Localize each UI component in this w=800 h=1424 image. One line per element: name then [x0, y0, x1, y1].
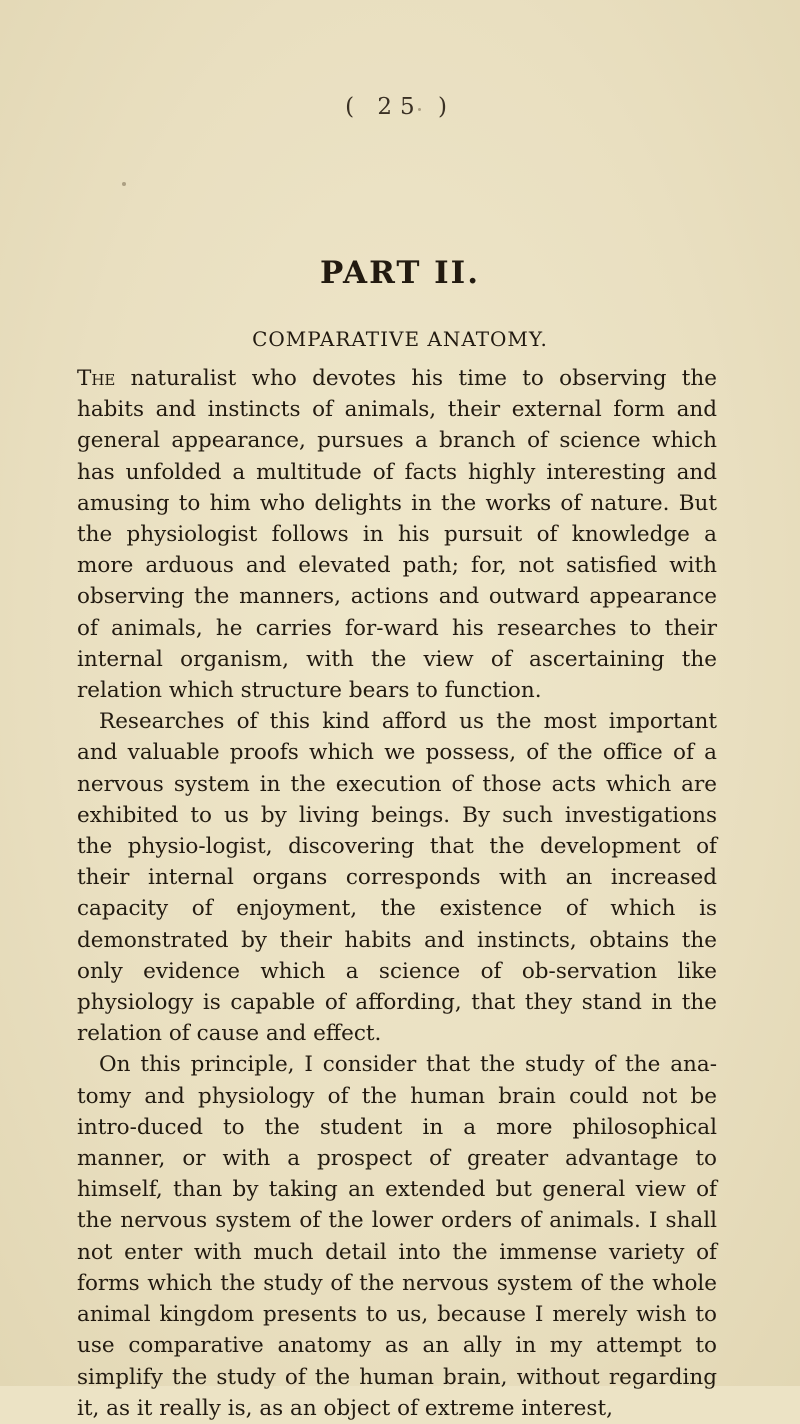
ink-speck [122, 182, 126, 186]
paragraph-1-text: naturalist who devotes his time to observing the habits and instincts of animals, their external form and general appearance, pursues a branch of science which has unfolded a multitude of facts highly interesting and amusing to him who delights in the works of nature. But the physiologist follows in his pursuit of knowledge a more arduous and elevated path; for, not satisfied with observing the manners, actions and outward appearance of animals, he carries for-ward his researches to their internal organism, with the view of ascertaining the relation which structure bears to function. [77, 366, 717, 704]
paragraph-3: On this principle, I consider that the study of the ana-tomy and physiology of the human brain could not be intro-duced to the student in a more philosophical manner, or with a prospect of greater advantage to himself, than by taking an extended but general view of the nervous system of the lower orders of animals. I shall not enter with much detail into the immense variety of forms which the study of the nervous system of the whole animal kingdom presents to us, because I merely wish to use comparative anatomy as an ally in my attempt to simplify the study of the human brain, without regarding it, as it really is, as an object of extreme interest, [77, 1052, 717, 1421]
section-heading: COMPARATIVE ANATOMY. [252, 327, 548, 351]
opening-word: The [77, 366, 116, 391]
part-heading: PART II. [320, 255, 480, 291]
paragraph-2: Researches of this kind afford us the most important and valuable proofs which we possess, of the office of a nervous system in the execution of those acts which are exhibited to us by living beings. By such investigations the physio-logist, discovering that the development of their internal organs corresponds with an increased capacity of enjoyment, the existence of which is demonstrated by their habits and instincts, obtains the only evidence which a science of ob-servation like physiology is capable of affording, that they stand in the relation of cause and effect. [77, 709, 717, 1047]
paragraph-1 [77, 363, 717, 706]
body-text [77, 363, 717, 1424]
page-number: ( 25 ) [345, 94, 455, 120]
